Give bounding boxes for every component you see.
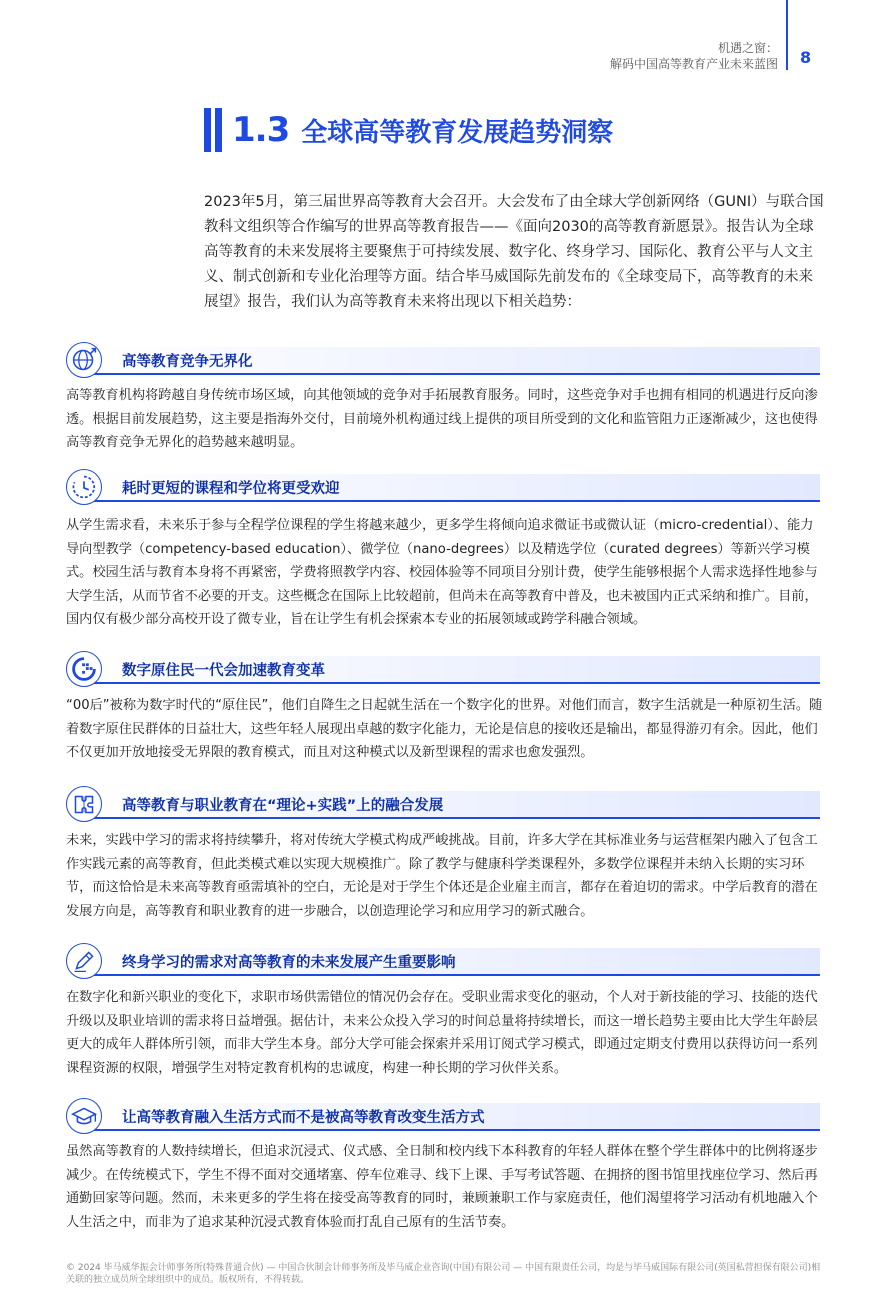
pencil-icon — [66, 943, 102, 979]
section-title — [204, 108, 613, 152]
trend-heading-2 — [66, 469, 820, 505]
trend-body-4: 未来，实践中学习的需求将持续攀升，将对传统大学模式构成严峻挑战。目前，许多大学在其标准业务与运营框架内融入了包含工作实践元素的高等教育，但此类模式难以实现大规模推广。除了教学与健康科学类课程外，多数学位课程并未纳入长期的实习环节，而这恰恰是未来高等教育亟需填补的空白，无论是对于学生个体还是企业雇主而言，都存在着迫切的需求。中学后教育的潜在发展方向是，高等教育和职业教育的进一步融合，以创造理论学习和应用学习的新式融合。 — [66, 833, 818, 919]
title-bar-decor — [215, 108, 222, 152]
page-number: 8 — [800, 48, 812, 67]
trend-body-6: 虽然高等教育的人数持续增长，但追求沉浸式、仪式感、全日制和校内线下本科教育的年轻人群体在整个学生群体中的比例将逐步减少。在传统模式下，学生不得不面对交通堵塞、停车位难寻、线下上课、手写考试答题、在拥挤的图书馆里找座位学习、然后再通勤回家等问题。然而，未来更多的学生将在接受高等教育的同时，兼顾兼职工作与家庭责任，他们渴望将学习活动有机地融入个人生活之中，而非为了追求某种沉浸式教育体验而打乱自己原有的生活节奏。 — [66, 1144, 818, 1230]
trend-title-2: 耗时更短的课程和学位将更受欢迎 — [122, 481, 340, 497]
running-header — [610, 40, 778, 72]
title-bar-decor — [204, 108, 211, 152]
trend-body-2: 从学生需求看，未来乐于参与全程学位课程的学生将越来越少，更多学生将倾向追求微证书或微认证（micro-credential）、能力导向型教学（competency-based education）、微学位（nano-degrees）以及精选学位（curated degrees）等新兴学习模式。校园生活与教育本身将不再紧密，学费将照教学内容、校园体验等不同项目分别计费，使学生能够根据个人需求选择性地参与大学生活，从而节省不必要的开支。这些概念在国际上比较超前，但尚未在高等教育中普及，也未被国内正式采纳和推广。目前，国内仅有极少部分高校开设了微专业，旨在让学生有机会探索本专业的拓展领域或跨学科融合领域。 — [66, 518, 818, 627]
trend-heading-5 — [66, 943, 820, 979]
running-header-line1: 机遇之窗： — [717, 41, 778, 55]
section-number: 1.3 — [232, 110, 290, 150]
clock-icon — [66, 469, 102, 505]
trend-title-3: 数字原住民一代会加速教育变革 — [122, 663, 325, 679]
trend-heading-1 — [66, 342, 820, 378]
section-heading: 全球高等教育发展趋势洞察 — [301, 117, 614, 148]
digital-circle-icon — [66, 651, 102, 687]
trend-heading-3 — [66, 651, 820, 687]
trend-body-3: “00后”被称为数字时代的“原住民”，他们自降生之日起就生活在一个数字化的世界。对他们而言，数字生活就是一种原初生活。随着数字原住民群体的日益壮大，这些年轻人展现出卓越的数字化能力，无论是信息的接收还是输出，都显得游刃有余。因此，他们不仅更加开放地接受无界限的教育模式，而且对这种模式以及新型课程的需求也愈发强烈。 — [66, 698, 823, 760]
trend-title-4: 高等教育与职业教育在“理论+实践”上的融合发展 — [122, 798, 444, 814]
running-header-line2: 解码中国高等教育产业未来蓝图 — [609, 57, 778, 71]
copyright-footer: © 2024 毕马威华振会计师事务所(特殊普通合伙) — 中国合伙制会计师事务所及毕马威企业咨询(中国)有限公司 — 中国有限责任公司，均是与毕马威国际有限公司(英国私营担保有限公司)相关联的独立成员所全球组织中的成员。版权所有，不得转载。 — [66, 1263, 821, 1285]
trend-heading-4 — [66, 786, 820, 822]
trend-title-6: 让高等教育融入生活方式而不是被高等教育改变生活方式 — [122, 1110, 485, 1126]
globe-arrow-icon — [66, 342, 102, 378]
trend-body-5: 在数字化和新兴职业的变化下，求职市场供需错位的情况仍会存在。受职业需求变化的驱动，个人对于新技能的学习、技能的迭代升级以及职业培训的需求将日益增强。据估计，未来公众投入学习的时间总量将持续增长，而这一增长趋势主要由比大学生年龄层更大的成年人群体所引领，而非大学生本身。部分大学可能会探索并采用订阅式学习模式，即通过定期支付费用以获得访问一系列课程资源的权限，增强学生对特定教育机构的忠诚度，构建一种长期的学习伙伴关系。 — [66, 990, 818, 1076]
graduation-cap-icon — [66, 1098, 102, 1134]
puzzle-icon — [66, 786, 102, 822]
trend-title-1: 高等教育竞争无界化 — [122, 354, 253, 370]
header-divider-line — [786, 0, 788, 70]
trend-heading-6 — [66, 1098, 820, 1134]
intro-paragraph: 2023年5月，第三届世界高等教育大会召开。大会发布了由全球大学创新网络（GUNI）与联合国教科文组织等合作编写的世界高等教育报告——《面向2030的高等教育新愿景》。报告认为全球高等教育的未来发展将主要聚焦于可持续发展、数字化、终身学习、国际化、教育公平与人文主义、制式创新和专业化治理等方面。结合毕马威国际先前发布的《全球变局下，高等教育的未来展望》报告，我们认为高等教育未来将出现以下相关趋势： — [204, 194, 824, 310]
trend-body-1: 高等教育机构将跨越自身传统市场区域，向其他领域的竞争对手拓展教育服务。同时，这些竞争对手也拥有相同的机遇进行反向渗透。根据目前发展趋势，这主要是指海外交付，目前境外机构通过线上提供的项目所受到的文化和监管阻力正逐渐减少，这也使得高等教育竞争无界化的趋势越来越明显。 — [66, 388, 818, 450]
trend-title-5: 终身学习的需求对高等教育的未来发展产生重要影响 — [122, 955, 456, 971]
